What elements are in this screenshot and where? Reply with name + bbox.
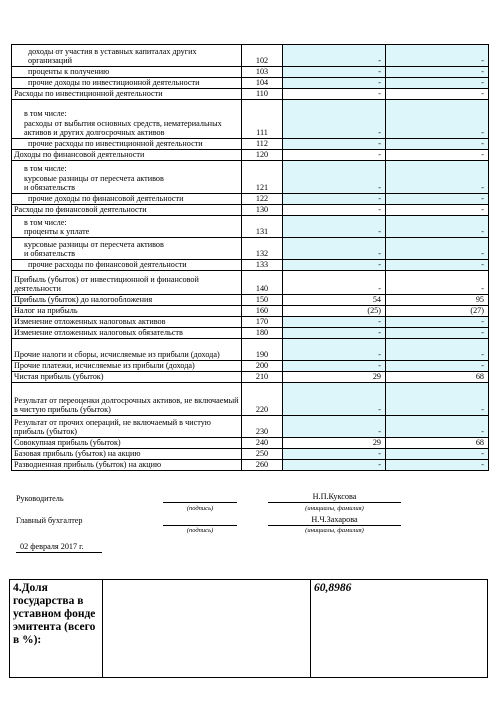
row-label: Изменение отложенных налоговых активов bbox=[12, 317, 242, 328]
row-code: 112 bbox=[242, 139, 283, 150]
table-row bbox=[12, 78, 489, 89]
table-row bbox=[12, 45, 489, 67]
row-value-current: - bbox=[283, 449, 386, 460]
row-value-previous: - bbox=[386, 216, 489, 238]
row-value-current: - bbox=[283, 460, 386, 471]
row-code: 240 bbox=[242, 438, 283, 449]
report-date: 02 февраля 2017 г. bbox=[20, 542, 84, 551]
table-row bbox=[12, 372, 489, 383]
row-label: Изменение отложенных налоговых обязательств bbox=[12, 328, 242, 339]
row-code: 121 bbox=[242, 161, 283, 194]
table-row bbox=[12, 139, 489, 150]
row-value-current: - bbox=[283, 317, 386, 328]
row-code: 111 bbox=[242, 100, 283, 139]
row-value-previous: - bbox=[386, 67, 489, 78]
row-label: Расходы по инвестиционной деятельности bbox=[12, 89, 242, 100]
row-value-previous: 95 bbox=[386, 295, 489, 306]
row-value-previous: - bbox=[386, 78, 489, 89]
table-row bbox=[12, 438, 489, 449]
row-code: 210 bbox=[242, 372, 283, 383]
date-line bbox=[16, 552, 102, 553]
row-label: доходы от участия в уставных капиталах других организаций bbox=[12, 45, 242, 67]
row-label: Разводненная прибыль (убыток) на акцию bbox=[12, 460, 242, 471]
row-code: 131 bbox=[242, 216, 283, 238]
row-value-current: - bbox=[283, 339, 386, 361]
row-value-current: - bbox=[283, 45, 386, 67]
row-value-current: - bbox=[283, 216, 386, 238]
row-value-previous: - bbox=[386, 89, 489, 100]
row-value-current: - bbox=[283, 238, 386, 260]
table-row bbox=[12, 306, 489, 317]
row-value-previous: - bbox=[386, 328, 489, 339]
row-code: 250 bbox=[242, 449, 283, 460]
row-value-previous: 68 bbox=[386, 372, 489, 383]
table-row bbox=[12, 339, 489, 361]
row-value-current: - bbox=[283, 328, 386, 339]
accountant-sign-caption: (подпись) bbox=[186, 527, 214, 534]
row-value-current: 54 bbox=[283, 295, 386, 306]
row-value-previous: - bbox=[386, 45, 489, 67]
table-row bbox=[12, 383, 489, 416]
row-value-current: - bbox=[283, 271, 386, 295]
row-value-previous: 68 bbox=[386, 438, 489, 449]
row-code: 180 bbox=[242, 328, 283, 339]
table-row bbox=[12, 150, 489, 161]
table-row bbox=[12, 161, 489, 194]
row-code: 170 bbox=[242, 317, 283, 328]
row-value-previous: - bbox=[386, 383, 489, 416]
row-value-previous: - bbox=[386, 100, 489, 139]
row-label: проценты к получению bbox=[12, 67, 242, 78]
table-row bbox=[12, 460, 489, 471]
row-label: Базовая прибыль (убыток) на акцию bbox=[12, 449, 242, 460]
row-value-current: - bbox=[283, 260, 386, 271]
table-row bbox=[12, 260, 489, 271]
row-label: Результат от прочих операций, не включаемый в чистую прибыль (убыток) bbox=[12, 416, 242, 438]
table-row bbox=[12, 449, 489, 460]
table-row bbox=[12, 67, 489, 78]
table-row bbox=[12, 194, 489, 205]
row-value-previous: - bbox=[386, 260, 489, 271]
row-code: 130 bbox=[242, 205, 283, 216]
row-value-previous: - bbox=[386, 161, 489, 194]
row-value-current: (25) bbox=[283, 306, 386, 317]
accountant-initials-caption: (инициалы, фамилия) bbox=[305, 527, 364, 534]
row-value-current: - bbox=[283, 383, 386, 416]
table-row bbox=[12, 317, 489, 328]
head-initials-caption: (инициалы, фамилия) bbox=[305, 505, 364, 512]
row-label: Результат от переоценки долгосрочных активов, не включаемый в чистую прибыль (убыток) bbox=[12, 383, 242, 416]
row-label: Прочие налоги и сборы, исчисляемые из прибыли (дохода) bbox=[12, 339, 242, 361]
row-value-previous: - bbox=[386, 194, 489, 205]
accountant-label: Главный бухгалтер bbox=[16, 516, 83, 525]
row-value-current: - bbox=[283, 205, 386, 216]
row-label: в том числе: расходы от выбытия основных средств, нематериальных активов и других долгосрочных активов bbox=[12, 100, 242, 139]
row-label: Налог на прибыль bbox=[12, 306, 242, 317]
row-value-current: - bbox=[283, 78, 386, 89]
row-code: 103 bbox=[242, 67, 283, 78]
table-row bbox=[12, 361, 489, 372]
row-label: курсовые разницы от пересчета активов и обязательств bbox=[12, 238, 242, 260]
financial-results-table bbox=[11, 44, 489, 471]
row-value-previous: - bbox=[386, 460, 489, 471]
accountant-name-line bbox=[268, 525, 401, 526]
row-code: 220 bbox=[242, 383, 283, 416]
row-code: 133 bbox=[242, 260, 283, 271]
head-label: Руководитель bbox=[16, 494, 64, 503]
row-value-previous: - bbox=[386, 150, 489, 161]
state-share-table bbox=[9, 579, 488, 678]
state-share-empty bbox=[103, 580, 311, 678]
row-value-current: - bbox=[283, 194, 386, 205]
row-code: 150 bbox=[242, 295, 283, 306]
row-label: прочие расходы по финансовой деятельности bbox=[12, 260, 242, 271]
row-code: 230 bbox=[242, 416, 283, 438]
head-signature-line bbox=[163, 502, 237, 503]
row-code: 200 bbox=[242, 361, 283, 372]
row-value-previous: - bbox=[386, 139, 489, 150]
row-value-previous: - bbox=[386, 271, 489, 295]
row-code: 110 bbox=[242, 89, 283, 100]
row-value-current: 29 bbox=[283, 438, 386, 449]
row-value-previous: - bbox=[386, 238, 489, 260]
state-share-value: 60,8986 bbox=[311, 580, 488, 678]
row-code: 120 bbox=[242, 150, 283, 161]
row-label: в том числе: проценты к уплате bbox=[12, 216, 242, 238]
row-label: Прибыль (убыток) до налогообложения bbox=[12, 295, 242, 306]
row-value-current: - bbox=[283, 150, 386, 161]
row-value-current: - bbox=[283, 100, 386, 139]
row-label: прочие доходы по финансовой деятельности bbox=[12, 194, 242, 205]
table-row bbox=[12, 89, 489, 100]
row-value-current: - bbox=[283, 67, 386, 78]
table-row bbox=[12, 100, 489, 139]
row-value-current: - bbox=[283, 139, 386, 150]
head-name: Н.П.Куксова bbox=[312, 492, 357, 501]
head-sign-caption: (подпись) bbox=[186, 505, 214, 512]
row-label: прочие доходы по инвестиционной деятельности bbox=[12, 78, 242, 89]
row-value-previous: - bbox=[386, 361, 489, 372]
row-code: 190 bbox=[242, 339, 283, 361]
row-code: 132 bbox=[242, 238, 283, 260]
row-value-previous: - bbox=[386, 317, 489, 328]
row-value-current: - bbox=[283, 416, 386, 438]
accountant-signature-line bbox=[163, 525, 237, 526]
accountant-name: Н.Ч.Захарова bbox=[311, 515, 358, 524]
row-code: 160 bbox=[242, 306, 283, 317]
row-value-current: 29 bbox=[283, 372, 386, 383]
row-code: 122 bbox=[242, 194, 283, 205]
table-row bbox=[12, 238, 489, 260]
row-label: Совокупная прибыль (убыток) bbox=[12, 438, 242, 449]
row-value-current: - bbox=[283, 361, 386, 372]
row-value-previous: - bbox=[386, 339, 489, 361]
row-value-current: - bbox=[283, 89, 386, 100]
row-value-previous: (27) bbox=[386, 306, 489, 317]
row-value-previous: - bbox=[386, 416, 489, 438]
table-row bbox=[12, 216, 489, 238]
table-row bbox=[12, 295, 489, 306]
row-code: 104 bbox=[242, 78, 283, 89]
row-code: 260 bbox=[242, 460, 283, 471]
head-name-line bbox=[268, 502, 401, 503]
row-label: Прибыль (убыток) от инвестиционной и финансовой деятельности bbox=[12, 271, 242, 295]
row-code: 102 bbox=[242, 45, 283, 67]
row-value-current: - bbox=[283, 161, 386, 194]
row-label: Доходы по финансовой деятельности bbox=[12, 150, 242, 161]
row-label: Расходы по финансовой деятельности bbox=[12, 205, 242, 216]
row-label: в том числе: курсовые разницы от пересчета активов и обязательств bbox=[12, 161, 242, 194]
table-row bbox=[12, 271, 489, 295]
row-value-previous: - bbox=[386, 449, 489, 460]
table-row bbox=[12, 328, 489, 339]
row-value-previous: - bbox=[386, 205, 489, 216]
row-label: Чистая прибыль (убыток) bbox=[12, 372, 242, 383]
row-label: прочие расходы по инвестиционной деятельности bbox=[12, 139, 242, 150]
state-share-label: 4.Доля государства в уставном фонде эмитента (всего в %): bbox=[10, 580, 103, 678]
row-code: 140 bbox=[242, 271, 283, 295]
table-row bbox=[12, 416, 489, 438]
row-label: Прочие платежи, исчисляемые из прибыли (дохода) bbox=[12, 361, 242, 372]
table-row bbox=[12, 205, 489, 216]
